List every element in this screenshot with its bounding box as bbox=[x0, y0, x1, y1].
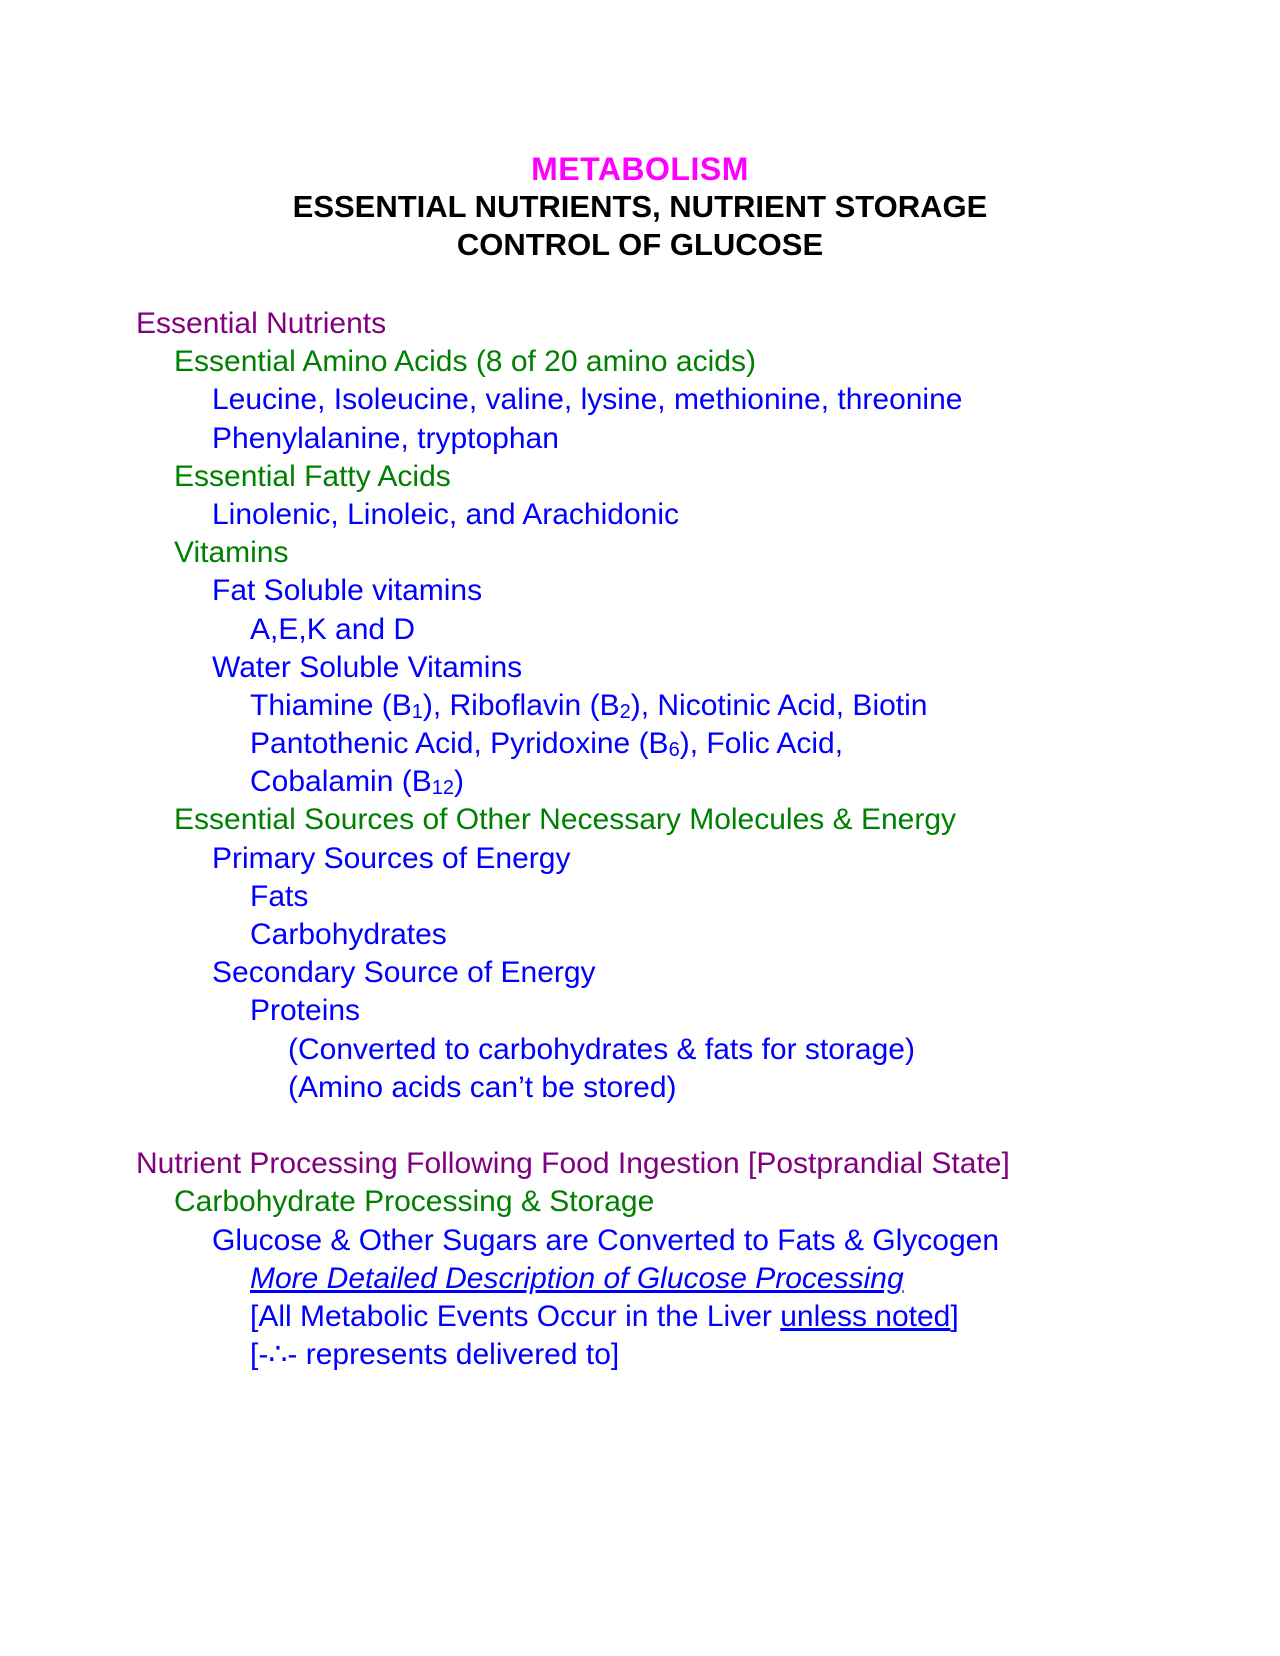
liver-note-text: [All Metabolic Events Occur in the Liver bbox=[250, 1299, 781, 1333]
secondary-source-heading: Secondary Source of Energy bbox=[212, 956, 596, 990]
vitamin-text: Cobalamin (B bbox=[250, 765, 432, 799]
vitamin-text: ), Riboflavin (B bbox=[422, 688, 620, 722]
vitamin-text: Pantothenic Acid, Pyridoxine (B bbox=[250, 727, 669, 761]
vitamin-text: ), Folic Acid, bbox=[679, 727, 844, 761]
glucose-conversion-line: Glucose & Other Sugars are Converted to Fats & Glycogen bbox=[212, 1223, 1000, 1257]
page-subtitle-1: ESSENTIAL NUTRIENTS, NUTRIENT STORAGE bbox=[292, 189, 988, 224]
fatty-acids-list: Linolenic, Linoleic, and Arachidonic bbox=[212, 497, 679, 531]
essential-amino-acids-heading: Essential Amino Acids (8 of 20 amino acids) bbox=[174, 345, 756, 379]
vitamin-subscript: 6 bbox=[668, 739, 680, 762]
fat-soluble-vitamins-list: A,E,K and D bbox=[250, 612, 416, 646]
vitamin-text: Thiamine (B bbox=[250, 688, 412, 722]
vitamin-text: ), Nicotinic Acid, Biotin bbox=[630, 688, 928, 722]
water-soluble-vitamins-list-3 bbox=[136, 763, 1236, 801]
water-soluble-vitamins-list-2 bbox=[136, 725, 1236, 763]
proteins-note-2: (Amino acids can’t be stored) bbox=[288, 1070, 677, 1104]
secondary-source-proteins: Proteins bbox=[250, 994, 361, 1028]
essential-sources-heading: Essential Sources of Other Necessary Molecules & Energy bbox=[174, 803, 957, 837]
vitamin-subscript: 12 bbox=[431, 777, 454, 800]
fat-soluble-vitamins-heading: Fat Soluble vitamins bbox=[212, 574, 483, 608]
nutrient-processing-heading: Nutrient Processing Following Food Ingestion [Postprandial State] bbox=[136, 1147, 1010, 1181]
vitamins-heading: Vitamins bbox=[174, 536, 289, 570]
document-header bbox=[0, 150, 1280, 264]
unless-noted-link[interactable]: unless noted bbox=[780, 1299, 951, 1333]
primary-source-carbohydrates: Carbohydrates bbox=[250, 918, 447, 951]
page-title: METABOLISM bbox=[531, 151, 749, 187]
glucose-processing-link[interactable]: More Detailed Description of Glucose Processing bbox=[250, 1261, 904, 1295]
essential-fatty-acids-heading: Essential Fatty Acids bbox=[174, 459, 451, 493]
essential-nutrients-heading: Essential Nutrients bbox=[136, 307, 387, 340]
amino-acids-list-2: Phenylalanine, tryptophan bbox=[212, 421, 559, 455]
amino-acids-list-1: Leucine, Isoleucine, valine, lysine, methionine, threonine bbox=[212, 383, 963, 417]
liver-note-line bbox=[136, 1298, 1236, 1336]
primary-sources-heading: Primary Sources of Energy bbox=[212, 841, 571, 875]
proteins-note-1: (Converted to carbohydrates & fats for storage) bbox=[288, 1032, 915, 1066]
water-soluble-vitamins-heading: Water Soluble Vitamins bbox=[212, 650, 523, 684]
vitamin-subscript: 1 bbox=[411, 700, 423, 723]
outline bbox=[136, 305, 1236, 1374]
liver-note-close: ] bbox=[950, 1299, 959, 1333]
vitamin-subscript: 2 bbox=[619, 700, 631, 723]
page-subtitle-2: CONTROL OF GLUCOSE bbox=[456, 227, 824, 262]
carbohydrate-processing-heading: Carbohydrate Processing & Storage bbox=[174, 1185, 655, 1219]
primary-source-fats: Fats bbox=[250, 879, 309, 913]
detailed-description-line bbox=[136, 1260, 1236, 1298]
delivered-to-legend: [-∴- represents delivered to] bbox=[250, 1338, 620, 1372]
section-spacer bbox=[136, 1107, 1236, 1145]
water-soluble-vitamins-list-1 bbox=[136, 687, 1236, 725]
vitamin-text: ) bbox=[454, 765, 464, 799]
